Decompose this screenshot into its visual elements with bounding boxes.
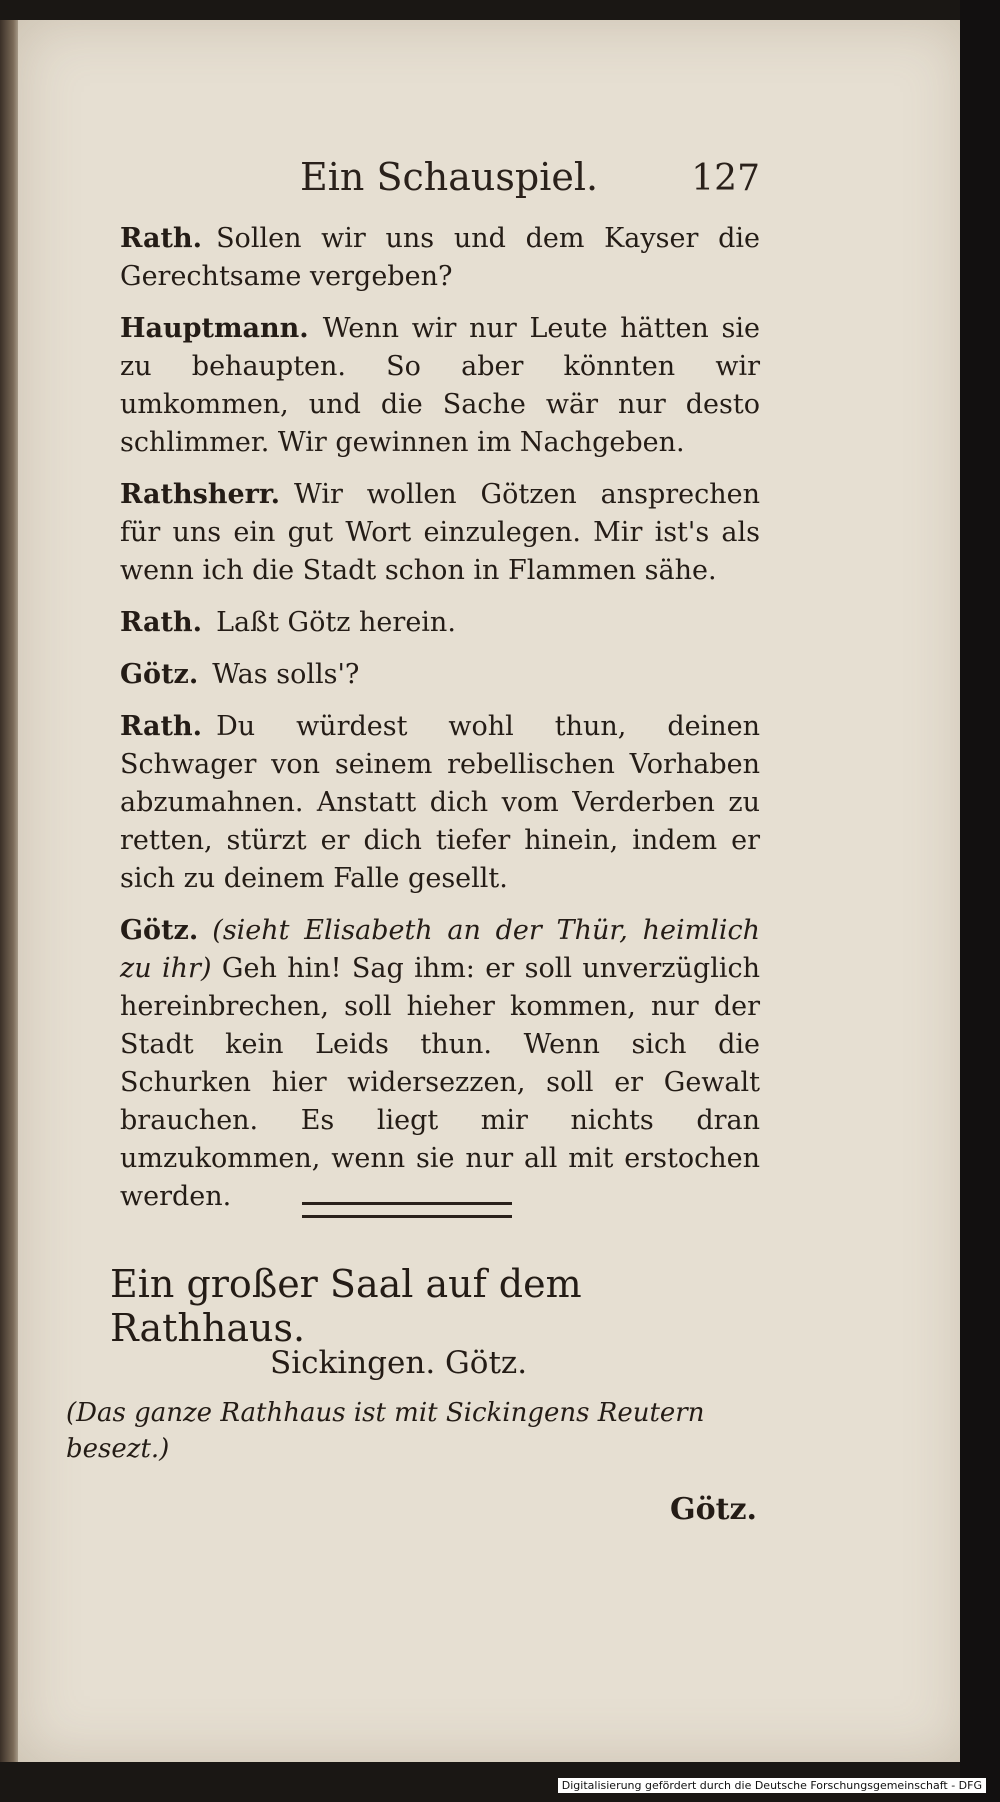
speech-text: Wir wollen Götzen ansprechen für uns ein gut Wort einzulegen. Mir ist's als wenn ich die Stadt schon in Flammen sähe. [120,479,760,586]
speech-text: Geh hin! Sag ihm: er soll unverzüglich hereinbrechen, soll hieher kommen, nur der Stadt kein Leids thun. Wenn sich die Schurken hier widersezzen, soll er Gewalt brauchen. Es liegt mir nichts dran umzukommen, wenn sie nur all mit erstochen werden. [120,953,760,1212]
section-divider [302,1202,512,1218]
dialogue-paragraph [120,604,760,642]
speech-text: Was solls'? [212,659,360,690]
catchword-speaker: Götz. [670,1492,757,1527]
speaker-name: Hauptmann. [120,313,309,344]
scan-edge [960,0,1000,1802]
scene-characters: Sickingen. Götz. [270,1345,528,1381]
dialogue-paragraph [120,708,760,898]
speech-text: Laßt Götz herein. [216,607,456,638]
speaker-name: Götz. [120,915,199,946]
speaker-name: Götz. [120,659,199,690]
digitization-credit: Digitalisierung gefördert durch die Deutsche Forschungsgemeinschaft - DFG [558,1778,986,1793]
running-title: Ein Schauspiel. [300,155,599,199]
page-number: 127 [691,158,760,199]
dialogue-text [120,220,760,1230]
dialogue-paragraph [120,310,760,462]
speech-text: Sollen wir uns und dem Kayser die Gerechtsame vergeben? [120,223,760,292]
speaker-name: Rath. [120,711,203,742]
speaker-name: Rath. [120,607,203,638]
speaker-name: Rathsherr. [120,479,281,510]
scene-heading: Ein großer Saal auf dem Rathhaus. [110,1262,582,1350]
dialogue-paragraph [120,220,760,296]
speaker-name: Rath. [120,223,203,254]
dialogue-paragraph [120,476,760,590]
running-header [120,155,760,199]
stage-note: (sieht Elisabeth an der Thür, heimlich zu ihr) [120,915,760,984]
speech-text: Du würdest wohl thun, deinen Schwager von seinem rebellischen Vorhaben abzumahnen. Anstatt dich vom Verderben zu retten, stürzt er dich tiefer hinein, indem er sich zu deinem Falle gesellt. [120,711,760,894]
dialogue-paragraph [120,656,760,694]
stage-direction: (Das ganze Rathhaus ist mit Sickingens Reutern besezt.) [66,1398,705,1464]
speech-text: Wenn wir nur Leute hätten sie zu behaupten. So aber könnten wir umkommen, und die Sache wär nur desto schlimmer. Wir gewinnen im Nachgeben. [120,313,760,458]
dialogue-paragraph [120,912,760,1216]
